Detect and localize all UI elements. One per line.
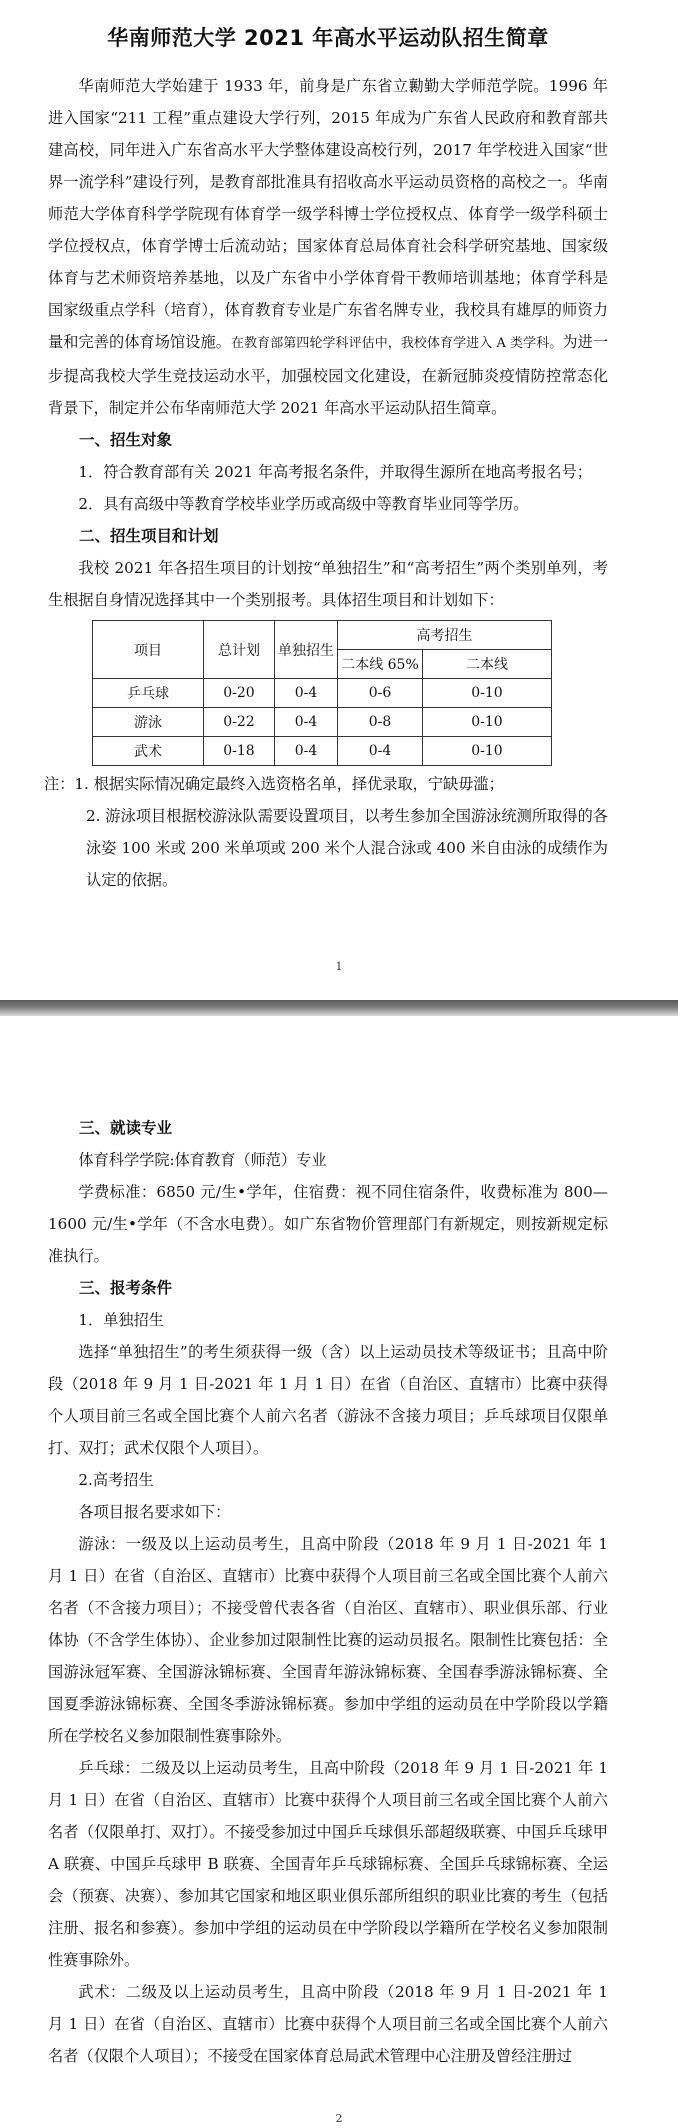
- cell-line65: 0-8: [338, 708, 423, 737]
- table-row: [93, 679, 552, 708]
- cell-item: 游泳: [93, 708, 204, 737]
- projects-plan-intro: 我校 2021 年各招生项目的计划按“单独招生”和“高考招生”两个类别单列，考生根据自身情况选择其中一个类别报考。具体招生项目和计划如下：: [48, 559, 608, 609]
- page-number-2: 2: [335, 2112, 343, 2125]
- single-recruit-heading: 1．单独招生: [78, 1311, 164, 1329]
- page-number-1: 1: [335, 960, 343, 973]
- enrollment-plan-table: [92, 620, 552, 766]
- section-heading-recruitment-target: 一、招生对象: [79, 431, 173, 449]
- cell-total: 0-18: [204, 737, 275, 766]
- intro-tail-text: 为进一步提高我校大学生竞技运动水平，加强校园文化建设，在新冠肺炎疫情防控常态化背景下，制定并公布华南师范大学 2021 年高水平运动队招生简章。: [48, 333, 609, 417]
- cell-single: 0-4: [275, 737, 338, 766]
- table-row: [93, 737, 552, 766]
- note-1-text: 1. 根据实际情况确定最终入选资格名单，择优录取，宁缺毋滥；: [74, 775, 504, 793]
- section-heading-requirements: 三、报考条件: [79, 1279, 173, 1297]
- page-1-content: [44, 22, 609, 896]
- header-line: 二本线: [423, 650, 552, 679]
- single-recruit-text: 选择“单独招生”的考生须获得一级（含）以上运动员技术等级证书；且高中阶段（2018 年 9 月 1 日-2021 年 1 月 1 日）在省（自治区、直辖市）比赛中获得个人项目前三名或全国比赛个人前六名者（游泳不含接力项目；乒乓球项目仅限单打、双打；武术仅限个人项目）。: [48, 1343, 608, 1457]
- note-label: 注：: [44, 775, 75, 793]
- cell-line: 0-10: [423, 679, 552, 708]
- cell-item: 武术: [93, 737, 204, 766]
- fee-standard: 学费标准：6850 元/生•学年，住宿费：视不同住宿条件，收费标准为 800—1600 元/生•学年（不含水电费）。如广东省物价管理部门有新规定，则按新规定标准执行。: [48, 1183, 608, 1265]
- recruitment-target-item-2: 2．具有高级中等教育学校毕业学历或高级中等教育毕业同等学历。: [78, 495, 529, 513]
- section-heading-major: 三、就读专业: [79, 1119, 173, 1137]
- intro-paragraph: [48, 70, 608, 424]
- note-2: 2. 游泳项目根据校游泳队需要设置项目，以考生参加全国游泳统测所取得的各泳姿 100 米或 200 米单项或 200 米个人混合泳或 400 米自由泳的成绩作为认定的依据。: [86, 807, 608, 889]
- header-gaokao-recruit: 高考招生: [338, 621, 552, 650]
- header-total-plan: 总计划: [204, 621, 275, 679]
- header-single-recruit: 单独招生: [275, 621, 338, 679]
- cell-line65: 0-6: [338, 679, 423, 708]
- document-page-2: [0, 1016, 678, 2128]
- header-line-65: 二本线 65%: [338, 650, 423, 679]
- document-page-1: [0, 0, 678, 1000]
- table-row: [93, 708, 552, 737]
- cell-single: 0-4: [275, 679, 338, 708]
- wushu-requirement: 武术：二级及以上运动员考生，且高中阶段（2018 年 9 月 1 日-2021 年 1 月 1 日）在省（自治区、直辖市）比赛中获得个人项目前三名或全国比赛个人前六名者（仅限个人项目）；不接受在国家体育总局武术管理中心注册及曾经注册过: [48, 1983, 608, 2065]
- major-name: 体育科学学院:体育教育（师范）专业: [78, 1151, 327, 1169]
- cell-line: 0-10: [423, 708, 552, 737]
- note-1: [44, 768, 608, 800]
- page-2-content: [48, 1112, 608, 2072]
- cell-total: 0-20: [204, 679, 275, 708]
- cell-item: 乒乓球: [93, 679, 204, 708]
- cell-line65: 0-4: [338, 737, 423, 766]
- cell-total: 0-22: [204, 708, 275, 737]
- intro-small-text: 在教育部第四轮学科评估中，我校体育学进入 A 类学科。: [231, 336, 563, 351]
- document-title: 华南师范大学 2021 年高水平运动队招生简章: [107, 26, 549, 50]
- swim-requirement: 游泳：一级及以上运动员考生，且高中阶段（2018 年 9 月 1 日-2021 年 1 月 1 日）在省（自治区、直辖市）比赛中获得个人项目前三名或全国比赛个人前六名者（不含接力项目）；不接受曾代表各省（自治区、直辖市）、职业俱乐部、行业体协（不含学生体协）、企业参加过限制性比赛的运动员报名。限制性比赛包括：全国游泳冠军赛、全国游泳锦标赛、全国青年游泳锦标赛、全国春季游泳锦标赛、全国夏季游泳锦标赛、全国冬季游泳锦标赛。参加中学组的运动员在中学阶段以学籍所在学校名义参加限制性赛事除外。: [48, 1535, 608, 1745]
- cell-single: 0-4: [275, 708, 338, 737]
- cell-line: 0-10: [423, 737, 552, 766]
- page-separator: [0, 1000, 678, 1016]
- section-heading-projects-plan: 二、招生项目和计划: [79, 527, 219, 545]
- header-item: 项目: [93, 621, 204, 679]
- intro-main-text: 华南师范大学始建于 1933 年，前身是广东省立勷勤大学师范学院。1996 年进入国家“211 工程”重点建设大学行列，2015 年成为广东省人民政府和教育部共建高校，同年进入广东省高水平大学整体建设高校行列，2017 年学校进入国家“世界一流学科”建设行列，是教育部批准具有招收高水平运动员资格的高校之一。华南师范大学体育科学学院现有体育学一级学科博士学位授权点、体育学一级学科硕士学位授权点，体育学博士后流动站；国家体育总局体育社会科学研究基地、国家级体育与艺术师资培养基地，以及广东省中小学体育骨干教师培训基地；体育学科是国家级重点学科（培育），体育教育专业是广东省名牌专业，我校具有雄厚的师资力量和完善的体育场馆设施。: [48, 77, 608, 351]
- table-header-row: [93, 621, 552, 650]
- gaokao-recruit-intro: 各项目报名要求如下：: [78, 1503, 231, 1521]
- recruitment-target-item-1: 1．符合教育部有关 2021 年高考报名条件，并取得生源所在地高考报名号；: [78, 463, 592, 481]
- gaokao-recruit-heading: 2.高考招生: [78, 1471, 154, 1489]
- pingpong-requirement: 乒乓球：二级及以上运动员考生，且高中阶段（2018 年 9 月 1 日-2021 年 1 月 1 日）在省（自治区、直辖市）比赛中获得个人项目前三名或全国比赛个人前六名者（仅限单打、双打）。不接受参加过中国乒乓球俱乐部超级联赛、中国乒乓球甲 A 联赛、中国乒乓球甲 B 联赛、全国青年乒乓球锦标赛、全国乒乓球锦标赛、全运会（预赛、决赛）、参加其它国家和地区职业俱乐部所组织的职业比赛的考生（包括注册、报名和参赛）。参加中学组的运动员在中学阶段以学籍所在学校名义参加限制性赛事除外。: [48, 1759, 608, 1969]
